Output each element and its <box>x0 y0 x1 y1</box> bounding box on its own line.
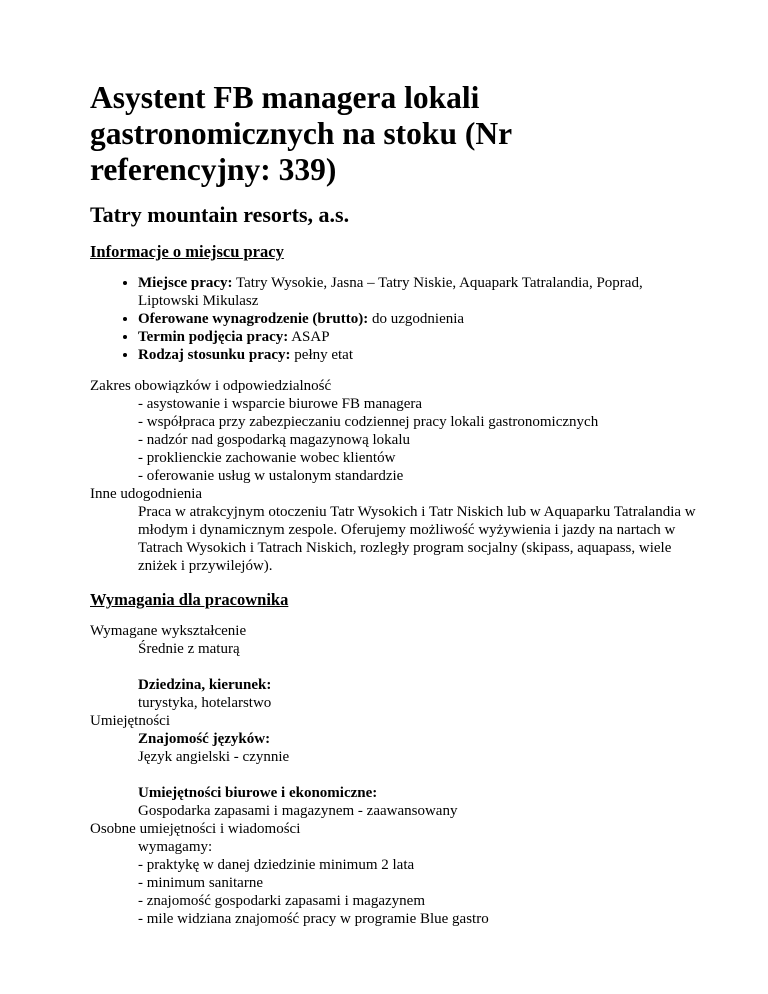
special-line: - minimum sanitarne <box>138 875 263 891</box>
list-item: • Oferowane wynagrodzenie (brutto): do uzgodnienia <box>138 310 700 328</box>
special-line: - znajomość gospodarki zapasami i magazynem <box>138 893 425 909</box>
special-line: wymagamy: <box>138 839 213 855</box>
office-skills-value: Gospodarka zapasami i magazynem - zaawansowany <box>138 803 458 819</box>
section-heading-requirements: Wymagania dla pracownika <box>90 590 289 609</box>
other-benefits-term: Inne udogodnienia <box>90 486 203 502</box>
info-list <box>90 274 700 364</box>
list-item: • Rodzaj stosunku pracy: pełny etat <box>138 346 700 364</box>
special-skills-term: Osobne umiejętności i wiadomości <box>90 821 301 837</box>
language-value: Język angielski - czynnie <box>138 749 290 765</box>
document-page <box>90 80 700 928</box>
page-title: Asystent FB managera lokali gastronomicznych na stoku (Nr referencyjny: 339) <box>90 80 512 187</box>
other-benefits-text: Praca w atrakcyjnym otoczeniu Tatr Wysokich i Tatr Niskich lub w Aquaparku Tatralandia w młodym i dynamicznym zespole. Oferujemy możliwość wyżywienia i jazdy na nartach w Tatrach Wysokich i Tatrach Niskich, rozległy program socjalny (skipass, aquapass, wiele zniżek i przywilejów). <box>138 504 696 574</box>
office-skills-label: Umiejętności biurowe i ekonomiczne: <box>138 785 378 801</box>
field-value: turystyka, hotelarstwo <box>138 695 272 711</box>
special-line: - praktykę w danej dziedzinie minimum 2 lata <box>138 857 415 873</box>
skills-term: Umiejętności <box>90 713 170 729</box>
list-item: • Miejsce pracy: Tatry Wysokie, Jasna – Tatry Niskie, Aquapark Tatralandia, Poprad, Liptowski Mikulasz <box>138 274 700 310</box>
education-value: Średnie z maturą <box>138 641 240 657</box>
education-term: Wymagane wykształcenie <box>90 623 247 639</box>
field-label: Dziedzina, kierunek: <box>138 677 272 693</box>
special-line: - mile widziana znajomość pracy w programie Blue gastro <box>138 911 489 927</box>
list-item: • Termin podjęcia pracy: ASAP <box>138 328 700 346</box>
section-heading-info: Informacje o miejscu pracy <box>90 242 284 261</box>
company-name: Tatry mountain resorts, a.s. <box>90 202 350 227</box>
duty-line: - asystowanie i wsparcie biurowe FB managera <box>138 396 423 412</box>
duty-line: - oferowanie usług w ustalonym standardzie <box>138 468 404 484</box>
duties-term: Zakres obowiązków i odpowiedzialność <box>90 378 332 394</box>
duty-line: - współpraca przy zabezpieczaniu codziennej pracy lokali gastronomicznych <box>138 414 599 430</box>
language-label: Znajomość języków: <box>138 731 271 747</box>
duty-line: - proklienckie zachowanie wobec klientów <box>138 450 396 466</box>
duty-line: - nadzór nad gospodarką magazynową lokalu <box>138 432 410 448</box>
